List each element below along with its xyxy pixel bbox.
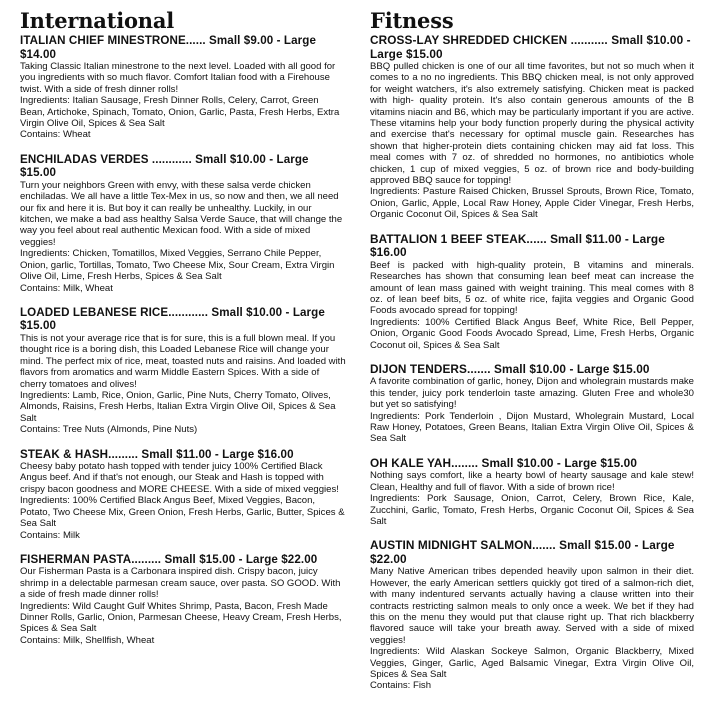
menu-item-contains: Contains: Tree Nuts (Almonds, Pine Nuts) bbox=[20, 424, 198, 436]
menu-item-name: BATTALION 1 BEEF STEAK...... bbox=[370, 231, 547, 246]
menu-item-ingredients: Ingredients: 100% Certified Black Angus Beef, White Rice, Bell Pepper, Onion, Organic Good Foods Avocado Spread, Lime, Fresh Herbs, Organic Coconut oil, Spices & Sea Salt bbox=[370, 316, 694, 351]
menu-item-description: This is not your average rice that is for sure, this is a full blown meal. If you thought rice is a boring dish, this Loaded Lebanese Rice will change your mind. The perfect mix of rice, meat, toasted nuts and raisins. And loaded with flavors from aromatics and warm Middle Eastern Spices. With a side of cherry tomatoes and olives! bbox=[20, 332, 346, 390]
menu-item-price: Small $11.00 - Large $16.00 bbox=[370, 231, 665, 260]
menu-item-price: Small $15.00 - Large $22.00 bbox=[164, 552, 318, 566]
menu-item bbox=[20, 448, 346, 541]
menu-item-contains: Contains: Milk, Wheat bbox=[20, 282, 113, 294]
menu-item-title bbox=[370, 539, 694, 566]
menu-item-title bbox=[370, 457, 694, 471]
menu-item-title bbox=[20, 448, 346, 462]
menu-item-name: ENCHILADAS VERDES ............ bbox=[20, 152, 192, 166]
menu-item-title bbox=[20, 553, 346, 567]
menu-item-title bbox=[20, 153, 346, 180]
menu-item-price: Small $10.00 - Large $15.00 bbox=[20, 152, 309, 180]
menu-item bbox=[370, 34, 694, 221]
menu-item-ingredients: Ingredients: 100% Certified Black Angus Beef, Mixed Veggies, Bacon, Potato, Two Cheese Mix, Green Onion, Fresh Herbs, Garlic, Butter, Spices & Sea Salt bbox=[20, 495, 345, 530]
menu-item-contains: Contains: Milk bbox=[20, 529, 80, 541]
menu-item-ingredients: Ingredients: Italian Sausage, Fresh Dinner Rolls, Celery, Carrot, Green Bean, Artichoke, Spinach, Tomato, Onion, Garlic, Pasta, Fresh Herbs, Extra Virgin Olive Oil, Spices & Sea Salt bbox=[20, 95, 340, 130]
international-column bbox=[20, 10, 356, 720]
menu-item bbox=[370, 363, 694, 445]
menu-item-name: FISHERMAN PASTA......... bbox=[20, 552, 162, 566]
menu-item-description: A favorite combination of garlic, honey, Dijon and wholegrain mustards make this tender, juicy pork tenderloin taste amazing. Gluten Free and whole30 but yet so satisfying! bbox=[370, 376, 694, 411]
menu-item bbox=[20, 553, 346, 646]
menu-item-name: OH KALE YAH........ bbox=[370, 455, 479, 470]
menu-item-contains: Contains: Wheat bbox=[20, 129, 91, 141]
menu-item-title bbox=[370, 34, 694, 61]
menu-item-name: ITALIAN CHIEF MINESTRONE...... bbox=[20, 34, 206, 47]
menu-item-price: Small $15.00 - Large $22.00 bbox=[370, 538, 675, 566]
menu-item-ingredients: Ingredients: Wild Alaskan Sockeye Salmon, Organic Blackberry, Mixed Veggies, Ginger, Garlic, Aged Balsamic Vinegar, Extra Virgin Olive Oil, Spices & Sea Salt bbox=[370, 646, 694, 681]
menu-item-price: Small $10.00 - Large $15.00 bbox=[370, 33, 691, 61]
menu-item-description: Our Fisherman Pasta is a Carbonara inspired dish. Crispy bacon, juicy shrimp in a delectable parmesan cream sauce, over pasta. SO GOOD. With a side of fresh made dinner rolls! bbox=[20, 566, 341, 601]
menu-item-price: Small $11.00 - Large $16.00 bbox=[141, 447, 294, 461]
menu-item-title bbox=[20, 34, 346, 61]
menu-item-price: Small $10.00 - Large $15.00 bbox=[494, 361, 650, 376]
menu-item-price: Small $10.00 - Large $15.00 bbox=[481, 455, 638, 470]
menu-item-ingredients: Ingredients: Pork Tenderloin , Dijon Mustard, Wholegrain Mustard, Local Raw Honey, Potatoes, Green Beans, Italian Extra Virgin Olive Oil, Spices & Sea Salt bbox=[370, 410, 694, 445]
menu-item-name: LOADED LEBANESE RICE............ bbox=[20, 305, 209, 319]
menu-item-price: Small $10.00 - Large $15.00 bbox=[20, 305, 325, 333]
menu-item-ingredients: Ingredients: Pasture Raised Chicken, Brussel Sprouts, Brown Rice, Tomato, Onion, Garlic, Apple, Local Raw Honey, Apple Cider Vinegar, Fresh Herbs, Organic Coconut Oil, Spices & Sea Salt bbox=[370, 186, 694, 221]
menu-item-contains: Contains: Fish bbox=[370, 680, 432, 692]
menu-item-ingredients: Ingredients: Lamb, Rice, Onion, Garlic, Pine Nuts, Cherry Tomato, Olives, Almonds, Raisins, Fresh Herbs, Italian Extra Virgin Olive Oil, Spices & Sea Salt bbox=[20, 389, 336, 424]
menu-item-description: Beef is packed with high-quality protein, B vitamins and minerals. Researches has shown that consuming lean beef meat can increase the amount of lean mass gained with weight training. This meal comes with 8 oz. of lean beef bits, 5 oz. of white rice, fajita veggies and Organic Good Foods avocado spread for topping! bbox=[370, 259, 694, 317]
menu-item bbox=[20, 306, 346, 436]
menu-item-title bbox=[20, 306, 346, 333]
menu-item-name: AUSTIN MIDNIGHT SALMON....... bbox=[370, 538, 556, 553]
menu-item-description: Nothing says comfort, like a hearty bowl of hearty sausage and kale stew! Clean, Healthy and full of flavor. With a side of brown rice! bbox=[370, 470, 694, 493]
menu-item-description: BBQ pulled chicken is one of our all time favorites, but not so much when it comes to a no no ingredients. This BBQ chicken meal, is not only approved for weight watchers, it's also extremely satisfying. Chicken meat is packed with high- quality protein. It's also contain generous amounts of the B vitamins niacin and B6, which may be particularly important if you are active. These vitamins help your body function properly during the physical activity and exercise that's necessary for optimal muscle gain. Researches has shown that higher-protein diets containing chicken may aid fat loss. This meal comes with 7 oz. of shredded no hormones, no antibiotics whole chicken, 1 cup of mixed veggies, 5 oz. of brown rice and body-building approved BBQ sauce for topping! bbox=[370, 61, 694, 187]
menu-item-description: Taking Classic Italian minestrone to the next level. Loaded with all good for you ingredients with so much flavor. Comfort Italian food with a Firehouse twist. With a side of fresh dinner rolls! bbox=[20, 61, 336, 95]
fitness-column bbox=[356, 10, 694, 720]
menu-item-name: STEAK & HASH......... bbox=[20, 447, 139, 461]
menu-item bbox=[20, 153, 346, 294]
menu-item-description: Turn your neighbors Green with envy, with these salsa verde chicken enchiladas. We all have a little Tex-Mex in us, so now and then, we all need our fix and here it is. But boy it can really be unhealthy. Luckily, in our kitchen, we make a bad ass healthy Salsa Verde Sauce, that will change the way you feel about real authentic Mexican food. With a side of mixed veggies! bbox=[20, 179, 343, 248]
menu-item-ingredients: Ingredients: Pork Sausage, Onion, Carrot, Celery, Brown Rice, Kale, Zucchini, Garlic, Tomato, Fresh Herbs, Organic Coconut Oil, Spices & Sea Salt bbox=[370, 493, 694, 527]
menu-item-ingredients: Ingredients: Chicken, Tomatillos, Mixed Veggies, Serrano Chile Pepper, Onion, garlic, Tortillas, Tomato, Two Cheese Mix, Sour Cream, Extra Virgin Olive Oil, Lime, Fresh Herbs, Spices & Sea Salt bbox=[20, 248, 335, 283]
menu-item bbox=[370, 233, 694, 351]
menu-item-description: Cheesy baby potato hash topped with tender juicy 100% Certified Black Angus beef. And if that's not enough, our Steak and Hash is topped with crispy bacon goodness and MORE CHEESE. With a side of mixed veggies! bbox=[20, 461, 339, 495]
menu-item-description: Many Native American tribes depended heavily upon salmon in their diet. However, the early American settlers quickly got tired of a salmon-rich diet, with many indentured servants actually having a clause written into their contracts restricting salmon meals to only once a week. We bet if they had this on the menu they would put that clause right up. That rich blackberry flavored sauce will take your breath away. Served with a side of mixed veggies! bbox=[370, 566, 694, 646]
menu-item-title bbox=[370, 363, 694, 377]
menu-item-ingredients: Ingredients: Wild Caught Gulf Whites Shrimp, Pasta, Bacon, Fresh Made Dinner Rolls, Garlic, Onion, Parmesan Cheese, Heavy Cream, Fresh Herbs, Spices & Sea Salt bbox=[20, 600, 342, 635]
menu-item bbox=[20, 34, 346, 141]
menu-item bbox=[370, 457, 694, 528]
menu-item-price: Small $9.00 - Large $14.00 bbox=[20, 34, 316, 61]
menu-item bbox=[370, 539, 694, 691]
menu-item-contains: Contains: Milk, Shellfish, Wheat bbox=[20, 634, 155, 646]
menu-item-title bbox=[370, 233, 694, 260]
menu-item-name: DIJON TENDERS....... bbox=[370, 361, 491, 376]
menu-item-name: CROSS-LAY SHREDDED CHICKEN ........... bbox=[370, 33, 608, 47]
section-title-fitness: Fitness bbox=[370, 8, 454, 33]
section-title-international: International bbox=[20, 8, 175, 33]
